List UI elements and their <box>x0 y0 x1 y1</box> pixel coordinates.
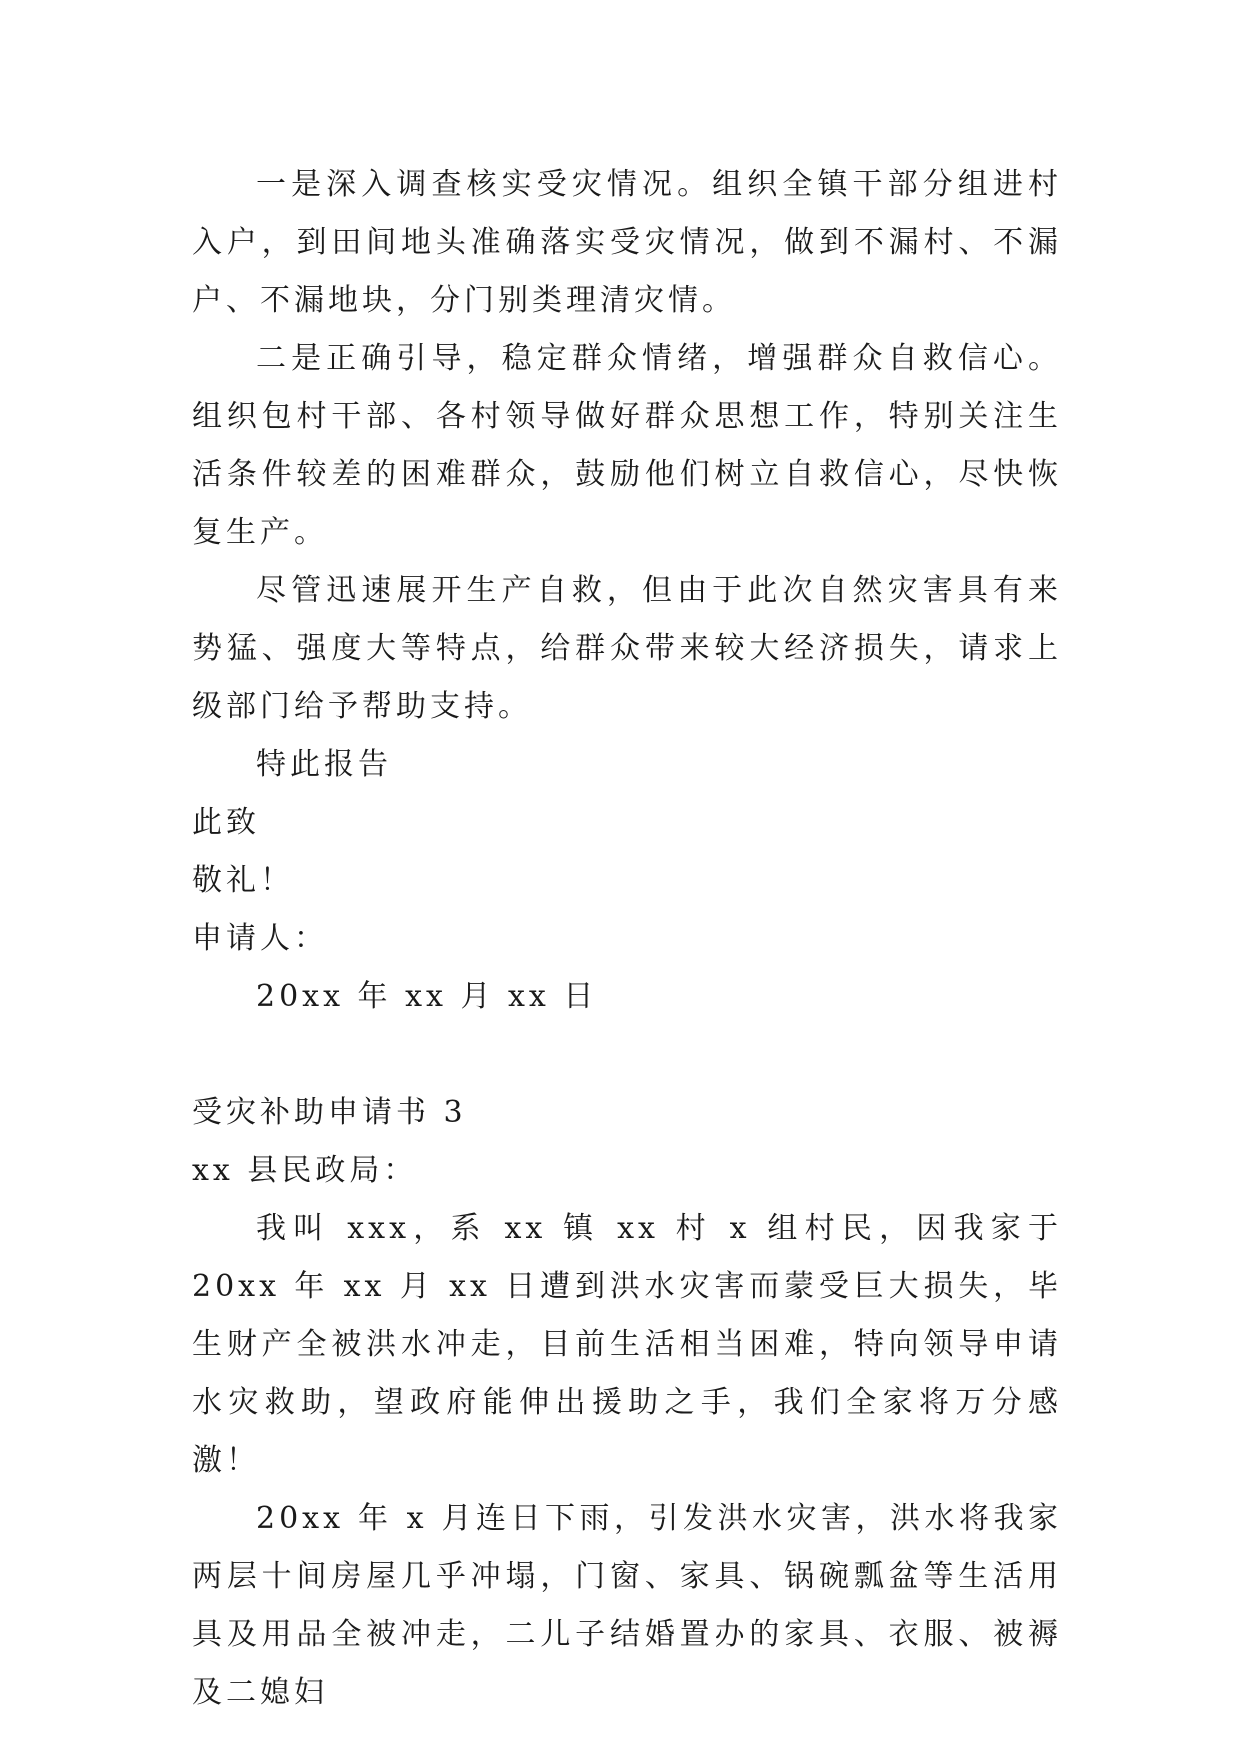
section-spacer <box>192 1026 1062 1084</box>
addressee: xx 县民政局： <box>192 1153 418 1188</box>
paragraph-investigation: 一是深入调查核实受灾情况。组织全镇干部分组进村入户，到田间地头准确落实受灾情况，做到不漏村、不漏户、不漏地块，分门别类理清灾情。 <box>192 167 1062 318</box>
section-title: 受灾补助申请书 3 <box>192 1095 467 1130</box>
salutation-line-1: 此致 <box>192 805 260 840</box>
paragraph-self-introduction: 我叫 xxx，系 xx 镇 xx 村 x 组村民，因我家于 20xx 年 xx 月 xx 日遭到洪水灾害而蒙受巨大损失，毕生财产全被洪水冲走，目前生活相当困难，特向领导申请水灾救助，望政府能伸出援助之手，我们全家将万分感激！ <box>192 1211 1062 1478</box>
paragraph-request-support: 尽管迅速展开生产自救，但由于此次自然灾害具有来势猛、强度大等特点，给群众带来较大经济损失，请求上级部门给予帮助支持。 <box>192 573 1062 724</box>
applicant-label: 申请人： <box>192 921 328 956</box>
salutation-line-2: 敬礼！ <box>192 863 294 898</box>
document-body <box>192 156 1062 1722</box>
closing-text: 特此报告 <box>256 747 392 782</box>
paragraph-flood-details: 20xx 年 x 月连日下雨，引发洪水灾害，洪水将我家两层十间房屋几乎冲塌，门窗、家具、锅碗瓢盆等生活用具及用品全被冲走，二儿子结婚置办的家具、衣服、被褥及二媳妇 <box>192 1501 1062 1710</box>
paragraph-guidance: 二是正确引导，稳定群众情绪，增强群众自救信心。组织包村干部、各村领导做好群众思想工作，特别关注生活条件较差的困难群众，鼓励他们树立自救信心，尽快恢复生产。 <box>192 341 1062 550</box>
date-line: 20xx 年 xx 月 xx 日 <box>256 979 598 1014</box>
